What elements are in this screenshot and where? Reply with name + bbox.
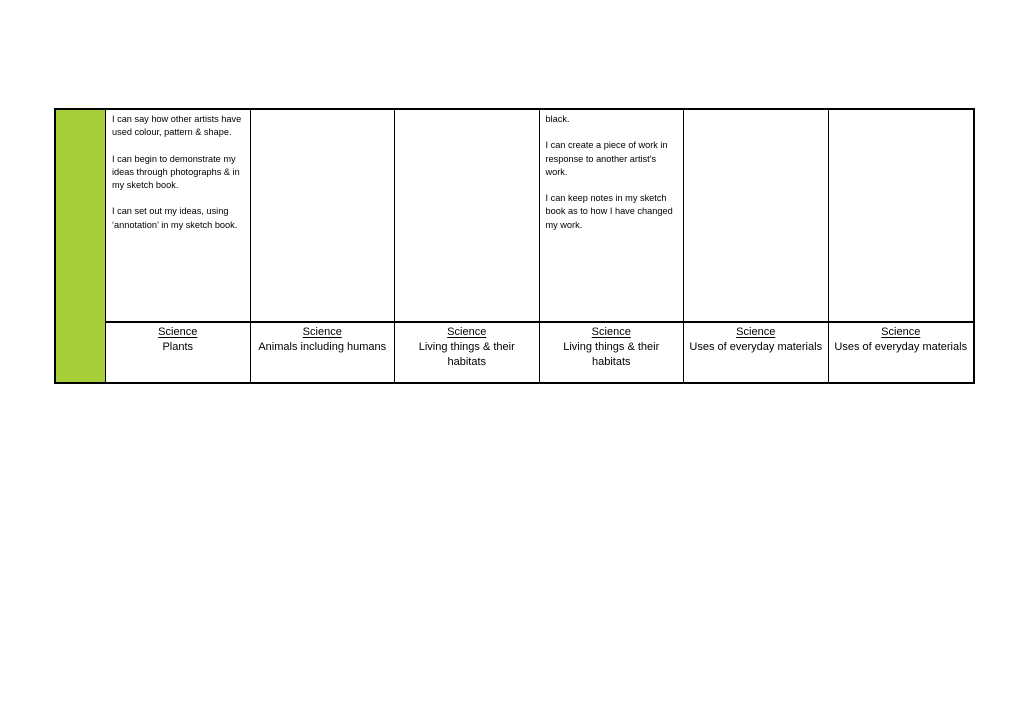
art-statement: I can begin to demonstrate my ideas through photographs & in my sketch book.: [112, 153, 240, 190]
subject-label: Science: [302, 326, 342, 338]
topic-label: Animals including humans: [258, 341, 387, 353]
subject-label: Science: [447, 326, 487, 338]
subject-label: Science: [736, 326, 776, 338]
art-statement: I can say how other artists have used colour, pattern & shape.: [112, 114, 242, 138]
art-statement: black.: [545, 114, 570, 124]
art-cell-4: [540, 110, 685, 321]
topic-label: Living things & their habitats: [418, 341, 515, 368]
science-cell-2: [251, 321, 396, 382]
science-cell-6: [829, 321, 974, 382]
art-statement: I can create a piece of work in response to another artist’s work.: [545, 140, 668, 177]
green-side-band: [56, 110, 106, 382]
art-cell-6: [829, 110, 974, 321]
subject-label: Science: [881, 326, 921, 338]
subject-label: Science: [591, 326, 631, 338]
topic-label: Plants: [162, 341, 194, 353]
science-cell-4: [540, 321, 685, 382]
art-statement: I can keep notes in my sketch book as to how I have changed my work.: [545, 193, 673, 230]
curriculum-table: [54, 108, 975, 384]
art-cell-5: [684, 110, 829, 321]
subject-label: Science: [158, 326, 198, 338]
art-statement: I can set out my ideas, using ‘annotation’ in my sketch book.: [112, 206, 238, 230]
art-cell-2: [251, 110, 396, 321]
topic-label: Uses of everyday materials: [834, 341, 968, 353]
art-cell-3: [395, 110, 540, 321]
science-cell-5: [684, 321, 829, 382]
science-cell-1: [106, 321, 251, 382]
topic-label: Living things & their habitats: [563, 341, 660, 368]
science-cell-3: [395, 321, 540, 382]
art-cell-1: [106, 110, 251, 321]
topic-label: Uses of everyday materials: [689, 341, 823, 353]
